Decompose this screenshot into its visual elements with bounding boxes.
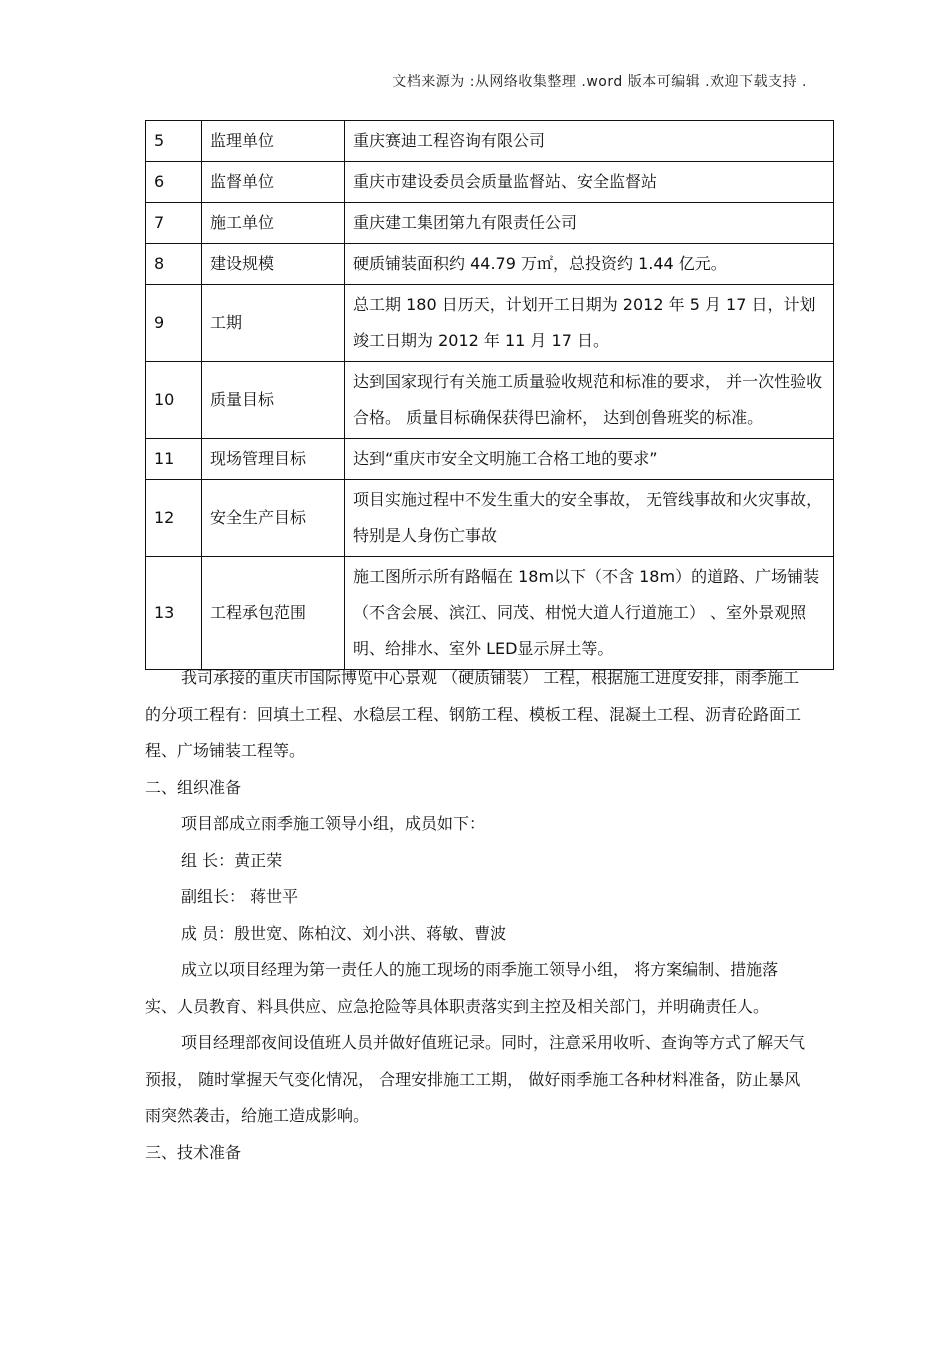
team-deputy: 副组长： 蒋世平 xyxy=(181,887,299,906)
row-number: 6 xyxy=(146,162,202,203)
row-number: 9 xyxy=(146,285,202,362)
row-item: 工期 xyxy=(202,285,345,362)
table-row xyxy=(146,121,834,162)
row-content: 达到国家现行有关施工质量验收规范和标准的要求， 并一次性验收合格。 质量目标确保获得巴渝杯， 达到创鲁班奖的标准。 xyxy=(345,362,834,439)
row-item: 安全生产目标 xyxy=(202,480,345,557)
row-item: 工程承包范围 xyxy=(202,557,345,670)
row-item: 施工单位 xyxy=(202,203,345,244)
row-number: 13 xyxy=(146,557,202,670)
table-row xyxy=(146,244,834,285)
table-row xyxy=(146,480,834,557)
row-item: 建设规模 xyxy=(202,244,345,285)
section-heading-organization: 二、组织准备 xyxy=(145,777,242,797)
row-content: 重庆赛迪工程咨询有限公司 xyxy=(345,121,834,162)
row-number: 7 xyxy=(146,203,202,244)
row-number: 8 xyxy=(146,244,202,285)
organization-paragraph: 成立以项目经理为第一责任人的施工现场的雨季施工领导小组， 将方案编制、措施落实、人员教育、料具供应、应急抢险等具体职责落实到主控及相关部门，并明确责任人。 xyxy=(145,960,779,1016)
team-members: 成 员：殷世宽、陈柏汶、刘小洪、蒋敏、曹波 xyxy=(181,923,507,943)
row-number: 10 xyxy=(146,362,202,439)
table-row xyxy=(146,557,834,670)
row-content: 总工期 180 日历天，计划开工日期为 2012 年 5 月 17 日，计划竣工日期为 2012 年 11 月 17 日。 xyxy=(345,285,834,362)
row-number: 12 xyxy=(146,480,202,557)
section-heading-technical: 三、技术准备 xyxy=(145,1142,242,1162)
team-intro: 项目部成立雨季施工领导小组，成员如下： xyxy=(181,814,486,833)
body-text xyxy=(145,660,805,1171)
duty-paragraph: 项目经理部夜间设值班人员并做好值班记录。同时，注意采用收听、查询等方式了解天气预报， 随时掌握天气变化情况， 合理安排施工工期， 做好雨季施工各种材料准备，防止暴风雨突然袭击，给施工造成影响。 xyxy=(145,1033,806,1125)
row-item: 质量目标 xyxy=(202,362,345,439)
table-row xyxy=(146,285,834,362)
row-item: 监督单位 xyxy=(202,162,345,203)
page-header: 文档来源为 :从网络收集整理 .word 版本可编辑 .欢迎下载支持 . xyxy=(392,74,807,90)
row-number: 11 xyxy=(146,439,202,480)
intro-paragraph: 我司承接的重庆市国际博览中心景观 （硬质铺装） 工程，根据施工进度安排，雨季施工的分项工程有：回填土工程、水稳层工程、钢筋工程、模板工程、混凝土工程、沥青砼路面工程、广场铺装工程等。 xyxy=(145,668,802,760)
row-content: 重庆建工集团第九有限责任公司 xyxy=(345,203,834,244)
table-row xyxy=(146,203,834,244)
row-item: 监理单位 xyxy=(202,121,345,162)
row-item: 现场管理目标 xyxy=(202,439,345,480)
table-row xyxy=(146,362,834,439)
table-row xyxy=(146,439,834,480)
row-content: 重庆市建设委员会质量监督站、安全监督站 xyxy=(345,162,834,203)
team-leader: 组 长：黄正荣 xyxy=(181,850,283,870)
row-content: 达到“重庆市安全文明施工合格工地的要求” xyxy=(345,439,834,480)
project-info-table xyxy=(145,120,834,670)
row-number: 5 xyxy=(146,121,202,162)
row-content: 硬质铺装面积约 44.79 万㎡，总投资约 1.44 亿元。 xyxy=(345,244,834,285)
table-row xyxy=(146,162,834,203)
row-content: 施工图所示所有路幅在 18m以下（不含 18m）的道路、广场铺装（不含会展、滨江、同茂、柑悦大道人行道施工） 、室外景观照明、给排水、室外 LED显示屏土等。 xyxy=(345,557,834,670)
row-content: 项目实施过程中不发生重大的安全事故， 无管线事故和火灾事故，特别是人身伤亡事故 xyxy=(345,480,834,557)
